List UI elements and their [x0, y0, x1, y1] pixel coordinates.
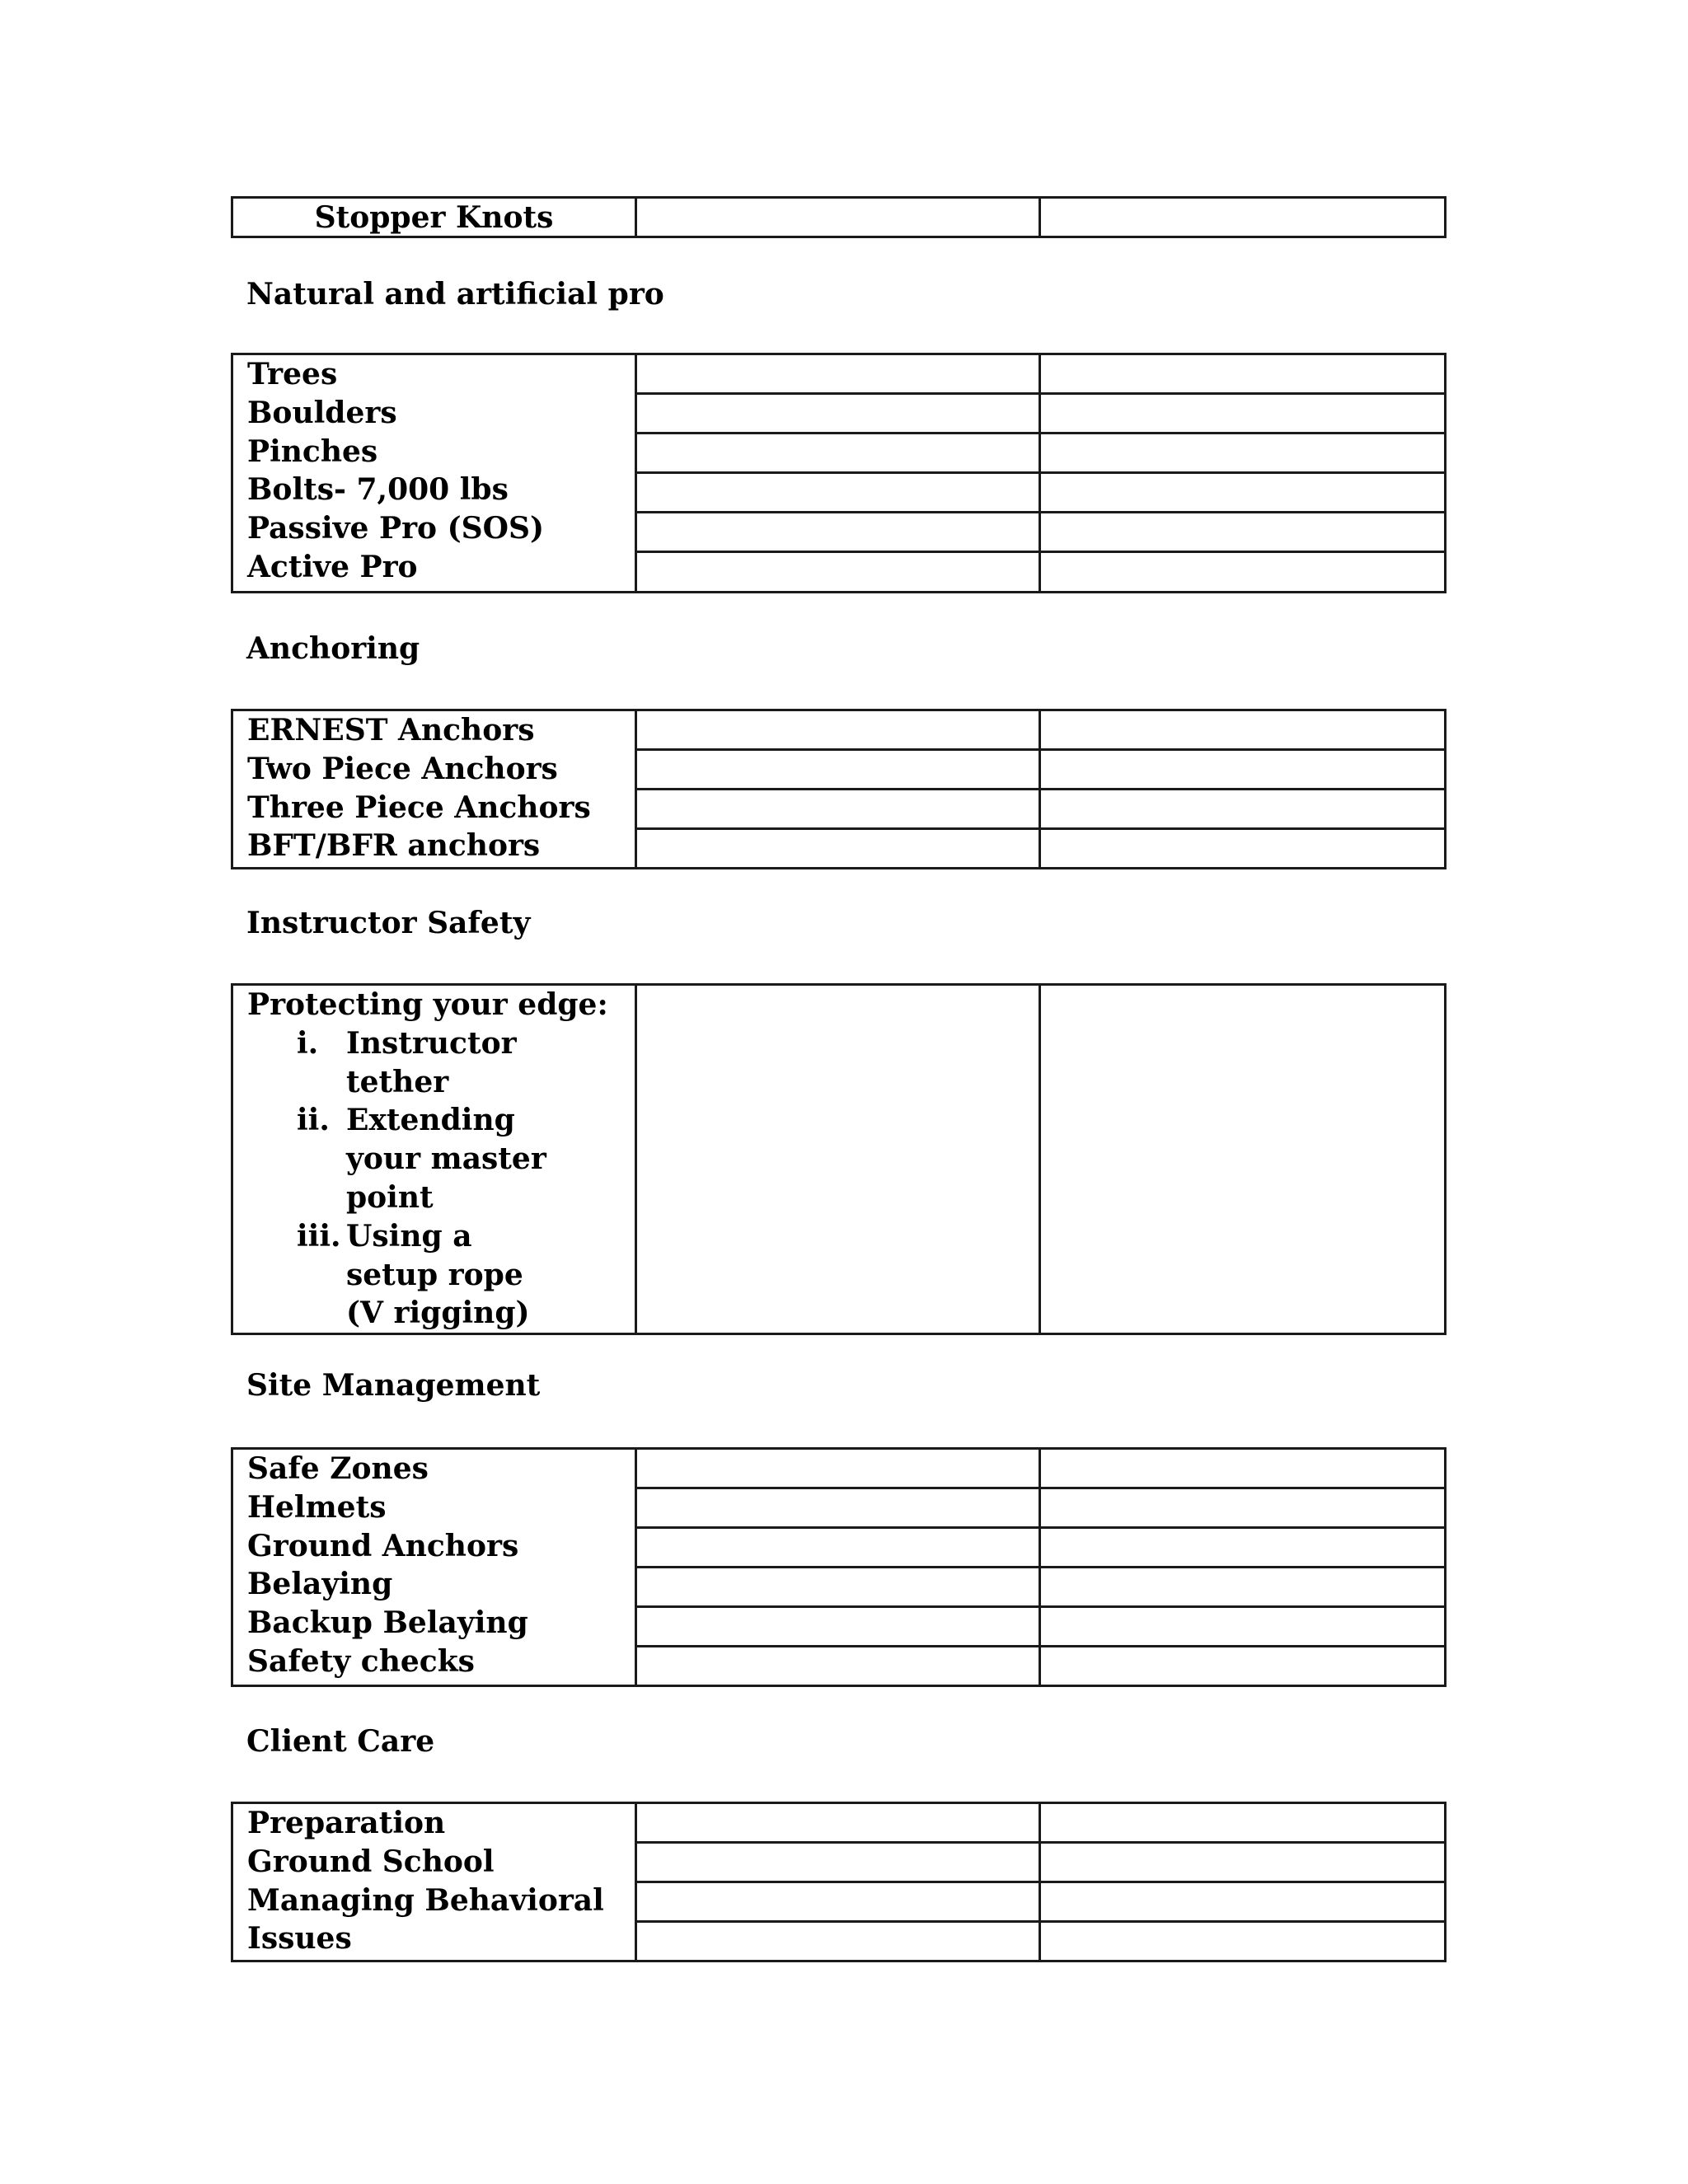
- list-number: i.: [297, 1025, 319, 1061]
- list-item: BFT/BFR anchors: [247, 828, 541, 864]
- table-cell: [1040, 354, 1446, 394]
- table-cell: [1040, 1922, 1446, 1961]
- list-text: Extending your master point: [346, 1103, 546, 1215]
- table-cell: [1040, 394, 1446, 434]
- table-cell: [1040, 198, 1446, 237]
- table-cell: [636, 1803, 1040, 1843]
- table-cell: [636, 198, 1040, 237]
- instructor-safety-table: [231, 983, 1447, 1335]
- anchoring-labels: [232, 710, 636, 869]
- table-cell: [1040, 985, 1446, 1334]
- list-item: [247, 1217, 635, 1333]
- table-cell: [636, 750, 1040, 790]
- table-cell: [636, 1568, 1040, 1607]
- list-item: Managing Behavioral: [247, 1882, 604, 1918]
- table-cell: [636, 1607, 1040, 1647]
- table-cell: [1040, 1882, 1446, 1922]
- table-cell: [636, 1449, 1040, 1488]
- list-item: Safety checks: [247, 1643, 475, 1679]
- table-cell: [636, 1528, 1040, 1568]
- list-item: Backup Belaying: [247, 1605, 528, 1641]
- list-item: Passive Pro (SOS): [247, 511, 544, 546]
- list-item: Active Pro: [247, 549, 418, 584]
- table-cell: [636, 1843, 1040, 1882]
- table-cell: [1040, 710, 1446, 750]
- list-item: Preparation: [247, 1806, 446, 1840]
- natural-pro-labels: [232, 354, 636, 593]
- table-cell: [1040, 434, 1446, 473]
- table-cell: [636, 394, 1040, 434]
- list-item: [247, 1024, 635, 1102]
- list-item: Helmets: [247, 1489, 387, 1525]
- client-care-labels: [232, 1803, 636, 1961]
- table-cell: [1040, 1607, 1446, 1647]
- stopper-knots-label: Stopper Knots: [232, 198, 636, 237]
- list-item: Pinches: [247, 434, 378, 469]
- section-heading-site-management: Site Management: [246, 1368, 541, 1403]
- list-number: ii.: [297, 1103, 330, 1138]
- table-cell: [1040, 1647, 1446, 1686]
- table-cell: [636, 1647, 1040, 1686]
- table-cell: [1040, 552, 1446, 593]
- table-cell: [1040, 473, 1446, 513]
- natural-pro-table: [231, 353, 1447, 593]
- list-item: Ground Anchors: [247, 1528, 519, 1563]
- table-cell: [636, 790, 1040, 829]
- list-text: Using a setup rope (V rigging): [346, 1218, 530, 1331]
- table-cell: [1040, 1449, 1446, 1488]
- table-cell: [1040, 1528, 1446, 1568]
- section-heading-client-care: Client Care: [246, 1724, 435, 1759]
- instructor-safety-labels: [232, 985, 636, 1334]
- table-cell: [636, 473, 1040, 513]
- list-item: Bolts- 7,000 lbs: [247, 472, 509, 508]
- list-item: Issues: [247, 1921, 352, 1957]
- table-cell: [636, 1882, 1040, 1922]
- section-heading-anchoring: Anchoring: [246, 631, 420, 666]
- table-cell: [636, 1922, 1040, 1961]
- list-item: Ground School: [247, 1844, 495, 1879]
- table-cell: [1040, 1803, 1446, 1843]
- list-item: ERNEST Anchors: [247, 713, 535, 748]
- table-cell: [1040, 790, 1446, 829]
- table-cell: [1040, 513, 1446, 552]
- table-cell: [1040, 829, 1446, 869]
- list-item: Belaying: [247, 1567, 393, 1602]
- list-item: Two Piece Anchors: [247, 751, 558, 786]
- list-text: Instructor tether: [346, 1025, 517, 1099]
- list-number: iii.: [297, 1218, 341, 1254]
- table-cell: [1040, 1488, 1446, 1528]
- list-item: [247, 1101, 635, 1216]
- table-cell: [1040, 1843, 1446, 1882]
- list-item: Three Piece Anchors: [247, 790, 591, 825]
- table-cell: [1040, 750, 1446, 790]
- stopper-knots-table: [231, 196, 1447, 238]
- site-management-table: [231, 1447, 1447, 1687]
- section-heading-instructor-safety: Instructor Safety: [246, 906, 531, 940]
- table-cell: [1040, 1568, 1446, 1607]
- table-cell: [636, 354, 1040, 394]
- table-cell: [636, 1488, 1040, 1528]
- section-heading-natural-pro: Natural and artificial pro: [246, 277, 664, 312]
- list-item: Safe Zones: [247, 1451, 429, 1486]
- client-care-table: [231, 1802, 1447, 1962]
- table-cell: [636, 985, 1040, 1334]
- anchoring-table: [231, 709, 1447, 869]
- table-cell: [636, 552, 1040, 593]
- table-cell: [636, 434, 1040, 473]
- table-cell: [636, 710, 1040, 750]
- table-cell: [636, 829, 1040, 869]
- list-item: Trees: [247, 357, 338, 391]
- table-cell: [636, 513, 1040, 552]
- list-item: Boulders: [247, 395, 397, 430]
- site-management-labels: [232, 1449, 636, 1686]
- list-intro: Protecting your edge:: [247, 987, 608, 1022]
